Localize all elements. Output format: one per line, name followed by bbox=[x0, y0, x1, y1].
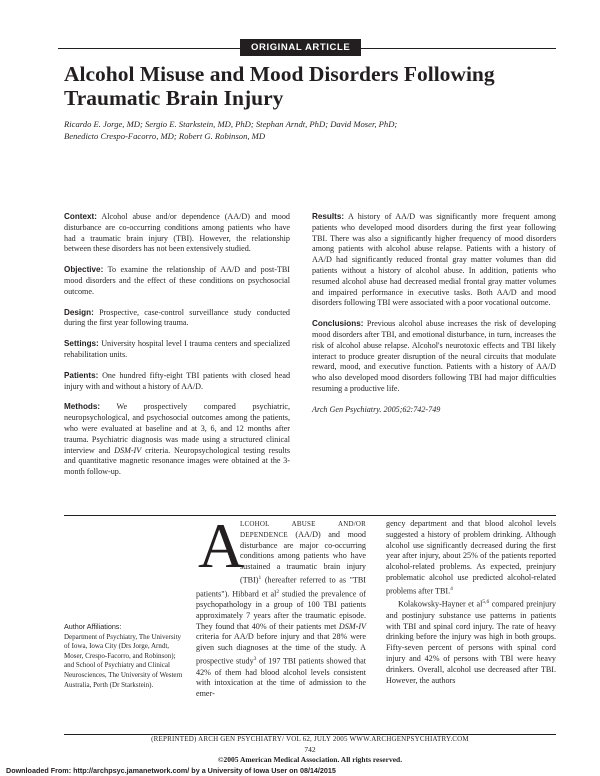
drop-cap: A bbox=[198, 510, 245, 581]
author-line-1: Ricardo E. Jorge, MD; Sergio E. Starkstein, MD, PhD; Stephan Arndt, PhD; David Moser, PhD; bbox=[64, 119, 398, 129]
conclusions-text: Previous alcohol abuse increases the risk of developing mood disorders after TBI, and emotional disturbance, in turn, increases the risk of alcohol abuse relapse. Alcohol's neurotoxic effects and TBI likely interact to produce greater disruption of the neural circuits that modulate reward, mood, and executive function. Patients with a history of AA/D who also developed mood disorders following TBI had major difficulties resuming a productive life. bbox=[312, 319, 556, 393]
section-badge: ORIGINAL ARTICLE bbox=[240, 39, 361, 56]
abstract-divider bbox=[64, 515, 556, 516]
body-1c: studied the prevalence of psychopathology in a group of 100 TBI patients approximately 7 years after the traumatic episode. They found that 40% of their patients met bbox=[196, 589, 366, 631]
ref-5-6: 5,6 bbox=[482, 599, 490, 606]
ref-3: 3 bbox=[253, 656, 257, 662]
settings-text: University hospital level I trauma centers and specialized rehabilitation units. bbox=[64, 339, 290, 359]
body-paragraph-3 bbox=[386, 597, 556, 686]
abstract-methods bbox=[64, 402, 290, 478]
abstract-conclusions bbox=[312, 319, 556, 395]
results-label: Results: bbox=[312, 212, 345, 221]
methods-dsm: DSM-IV bbox=[114, 445, 142, 455]
methods-text-b: criteria. Neuropsychological testing results and quantitative magnetic resonance images were obtained at the 3-month follow-up. bbox=[64, 445, 290, 477]
design-text: Prospective, case-control surveillance study conducted during the first year following trauma. bbox=[64, 307, 290, 328]
body-2c: compared preinjury and postinjury substance use patterns in patients with TBI and spinal cord injury. The rate of heavy drinking before the injury was high in both groups. Fifty-seven percent of persons with spinal cord injury and 42% of persons with TBI were heavy drinkers. Overall, alcohol use decreased after TBI. However, the authors bbox=[386, 600, 556, 685]
objective-label: Objective: bbox=[64, 265, 104, 275]
body-column-2 bbox=[386, 519, 556, 686]
ref-4: 4 bbox=[450, 585, 453, 592]
body-1d: criteria for AA/D before injury and that 28% were given such diagnoses at the time of the study. A prospective study bbox=[196, 632, 366, 666]
body-1b: (hereafter referred to as "TBI patients"). Hibbard et al bbox=[196, 575, 366, 599]
abstract-objective bbox=[64, 265, 290, 297]
affiliations-text: Department of Psychiatry, The University of Iowa, Iowa City (Drs Jorge, Arndt, Moser, Crespo-Facorro, and Robinson); and School of Psychiatry and Clinical Neurosciences, The University of Western Australia, Perth (Dr Starkstein). bbox=[64, 632, 183, 689]
running-footer: (REPRINTED) ARCH GEN PSYCHIATRY/ VOL 62, JULY 2005 WWW.ARCHGENPSYCHIATRY.COM bbox=[151, 735, 469, 743]
patients-label: Patients: bbox=[64, 370, 99, 380]
abstract-patients bbox=[64, 371, 290, 393]
article-title: Alcohol Misuse and Mood Disorders Following Traumatic Brain Injury bbox=[64, 62, 495, 110]
body-paragraph-2 bbox=[386, 519, 556, 597]
conclusions-label: Conclusions: bbox=[312, 319, 364, 329]
author-affiliations bbox=[64, 622, 184, 690]
settings-label: Settings: bbox=[64, 339, 99, 349]
author-list bbox=[64, 118, 524, 142]
download-notice: Downloaded From: http://archpsyc.jamanetwork.com/ by a University of Iowa User on 08/14/2015 bbox=[6, 766, 336, 775]
abstract-results bbox=[312, 212, 556, 309]
abstract-settings bbox=[64, 339, 290, 361]
citation: Arch Gen Psychiatry. 2005;62:742-749 bbox=[312, 404, 441, 414]
body-1e: of 197 TBI patients showed that 42% of them had blood alcohol levels consistent with intoxication at the time of admission to the emer- bbox=[196, 656, 366, 699]
ref-1: 1 bbox=[258, 574, 262, 581]
body-2a: gency department and that blood alcohol levels suggested a history of problem drinking. Although alcohol use significantly decreased during the first year after injury, about 25% of the patients reported alcohol-related problems. As expected, preinjury problematic alcohol use predicted alcohol-related problems after TBI. bbox=[386, 519, 556, 596]
page-number: 742 bbox=[304, 745, 316, 754]
body-2b: Kolakowsky-Hayner et al bbox=[398, 600, 483, 610]
intro-smallcaps: LCOHOL ABUSE AND/OR DEPENDENCE bbox=[240, 520, 366, 539]
design-label: Design: bbox=[64, 307, 94, 317]
abstract-left-column bbox=[64, 212, 290, 488]
abstract-design bbox=[64, 308, 290, 330]
objective-text: To examine the relationship of AA/D and post-TBI mood disorders and the effect of these conditions on psychosocial outcome. bbox=[64, 265, 291, 296]
patients-text: One hundred fifty-eight TBI patients with closed head injury with and without a history of AA/D. bbox=[64, 370, 291, 391]
author-line-2: Benedicto Crespo-Facorro, MD; Robert G. Robinson, MD bbox=[64, 131, 266, 141]
context-text: Alcohol abuse and/or dependence (AA/D) and mood disturbance are co-occurring conditions among patients who have had a traumatic brain injury (TBI). However, the relationship between these disorders has not been extensively studied. bbox=[64, 212, 290, 254]
affiliations-heading: Author Affiliations: bbox=[64, 622, 122, 631]
results-text: A history of AA/D was significantly more frequent among patients who developed mood disorders during the first year following TBI. There was also a significantly higher frequency of mood disorders among patients with alcohol abuse relapse. Patients with a history of AA/D had significantly reduced frontal gray matter volumes than did patients without a history of alcohol abuse. In addition, patients who resumed alcohol abuse had decreased medial frontal gray matter volumes and impaired performance in executive tasks. Both AA/D and mood disorders following TBI were associated with a poor vocational outcome. bbox=[312, 212, 556, 308]
body-dsm: DSM-IV bbox=[338, 621, 366, 631]
methods-text-a: We prospectively compared psychiatric, neuropsychological, and psychosocial outcomes among the patients, who were evaluated at baseline and at 3, 6, and 12 months after trauma. Psychiatric diagnosis was made using a structured clinical interview and bbox=[64, 402, 290, 455]
body-column-1 bbox=[196, 519, 366, 700]
methods-label: Methods: bbox=[64, 402, 101, 412]
body-1a: (AA/D) and mood disturbance are major co-occurring conditions among patients who have sustained a traumatic brain injury (TBI) bbox=[240, 529, 366, 585]
context-label: Context: bbox=[64, 212, 97, 221]
abstract-context bbox=[64, 212, 290, 255]
ref-2: 2 bbox=[276, 588, 280, 595]
abstract-right-column bbox=[312, 212, 556, 426]
copyright: ©2005 American Medical Association. All rights reserved. bbox=[217, 755, 403, 764]
body-paragraph-1 bbox=[196, 519, 366, 700]
